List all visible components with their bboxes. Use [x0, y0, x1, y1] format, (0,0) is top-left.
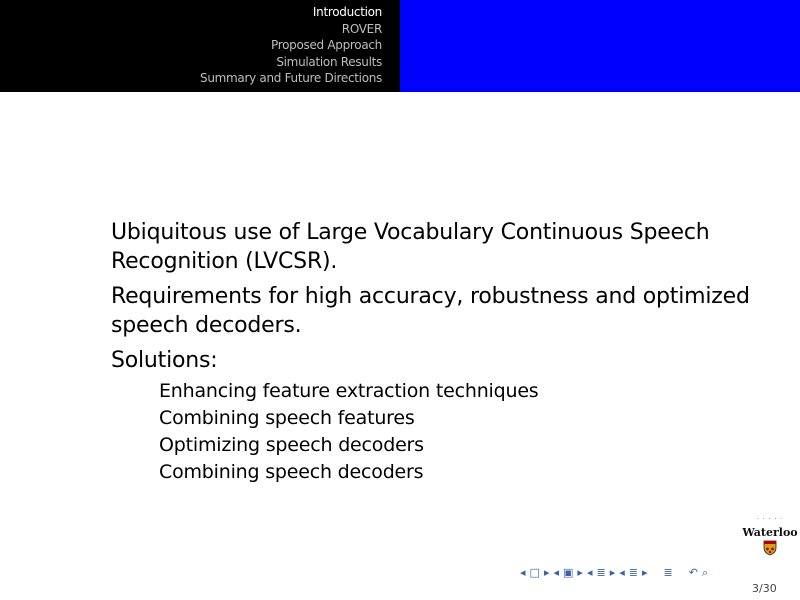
next-slide-icon[interactable]: ▸: [543, 566, 550, 579]
university-crest-icon: [762, 540, 778, 556]
header-blue-band: [400, 0, 800, 92]
logo-wordmark: Waterloo: [742, 526, 798, 539]
nav-item-proposed-approach[interactable]: Proposed Approach: [271, 38, 382, 53]
section-icon[interactable]: ≣: [628, 566, 638, 579]
solution-item: Combining speech features: [159, 407, 415, 429]
solution-item: Enhancing feature extraction techniques: [159, 380, 539, 402]
nav-item-summary[interactable]: Summary and Future Directions: [200, 71, 382, 86]
search-icon[interactable]: ⌕: [701, 566, 709, 579]
slide-content: [111, 218, 771, 486]
solution-item: Optimizing speech decoders: [159, 434, 424, 456]
next-section-icon[interactable]: ▸: [641, 566, 648, 579]
page-number: 3/30: [752, 582, 777, 595]
prev-section-icon[interactable]: ◂: [619, 566, 625, 579]
prev-subsection-icon[interactable]: ◂: [586, 566, 593, 579]
nav-item-rover[interactable]: ROVER: [341, 21, 382, 36]
document-icon[interactable]: ≣: [663, 566, 673, 579]
slide-frame-icon[interactable]: □: [529, 566, 540, 579]
next-frame-icon[interactable]: ▸: [577, 566, 583, 579]
solution-item: Combining speech decoders: [159, 461, 424, 483]
section-navigation: [0, 0, 400, 92]
university-logo: [742, 516, 798, 562]
nav-item-introduction[interactable]: Introduction: [312, 5, 382, 19]
beamer-navigation-bar: [520, 566, 708, 580]
frame-stack-icon[interactable]: ▣: [563, 566, 574, 579]
nav-item-simulation-results[interactable]: Simulation Results: [276, 54, 382, 69]
prev-slide-icon[interactable]: ◂: [520, 566, 526, 579]
undo-icon[interactable]: ↶: [688, 566, 698, 579]
next-subsection-icon[interactable]: ▸: [609, 566, 616, 579]
logo-top-text: · · · · ·: [756, 516, 784, 523]
solutions-list: [159, 378, 771, 486]
prev-frame-icon[interactable]: ◂: [553, 566, 559, 579]
solutions-heading: Solutions:: [111, 348, 218, 373]
bullet-paragraph-1: Ubiquitous use of Large Vocabulary Continuous Speech Recognition (LVCSR).: [111, 220, 710, 274]
subsection-icon[interactable]: ≣: [596, 566, 606, 579]
bullet-paragraph-2: Requirements for high accuracy, robustness and optimized speech decoders.: [111, 284, 750, 338]
slide-header: [0, 0, 800, 92]
